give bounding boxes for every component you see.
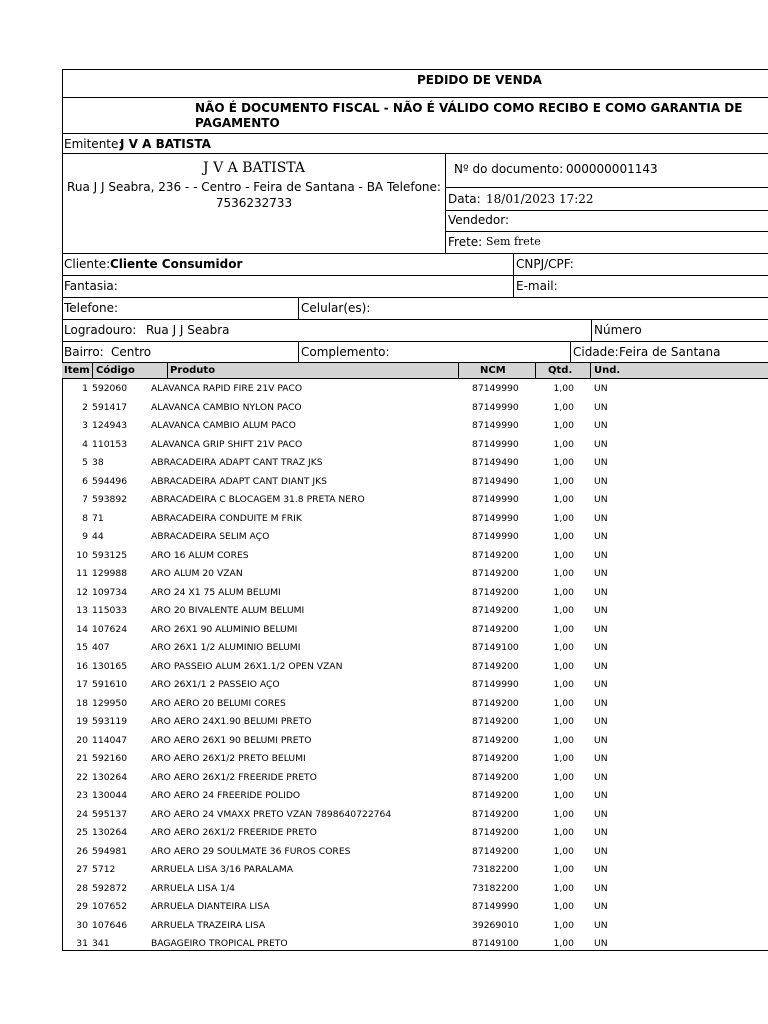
table-row	[62, 675, 768, 694]
row-ncm: 87149200	[472, 827, 519, 838]
header-ncm: NCM	[480, 365, 506, 376]
freight-label: Frete:	[448, 235, 483, 249]
row-code: 130165	[92, 660, 128, 672]
document-number-value: 000000001143	[566, 162, 658, 176]
row-und: UN	[594, 623, 608, 635]
row-qtd: 1,00	[553, 734, 574, 746]
row-qtd: 1,00	[553, 919, 574, 931]
row-product: ARO 24 X1 75 ALUM BELUMI	[151, 586, 281, 598]
row-ncm: 87149200	[472, 549, 519, 561]
row-code: 592060	[92, 383, 128, 394]
row-qtd: 1,00	[553, 512, 574, 524]
row-ncm: 87149200	[472, 808, 519, 820]
row-code: 341	[92, 938, 110, 949]
header-und: Und.	[594, 365, 621, 376]
row-code: 129950	[92, 697, 128, 709]
row-und: UN	[594, 438, 608, 450]
row-ncm: 73182200	[472, 882, 519, 894]
row-code: 593125	[92, 549, 128, 561]
divider	[62, 297, 768, 298]
row-qtd: 1,00	[553, 568, 574, 579]
client-value: Cliente Consumidor	[110, 257, 243, 271]
row-ncm: 87149200	[472, 734, 519, 746]
row-ncm: 87149200	[472, 660, 519, 672]
row-code: 130044	[92, 790, 128, 801]
row-ncm: 87149490	[472, 475, 519, 487]
row-product: ARO 20 BIVALENTE ALUM BELUMI	[151, 605, 305, 616]
row-qtd: 1,00	[553, 790, 574, 801]
client-label: Cliente:	[64, 257, 111, 271]
row-ncm: 87149200	[472, 771, 519, 783]
row-product: ARO 26X1 1/2 ALUMINIO BELUMI	[151, 642, 301, 653]
table-row	[62, 546, 768, 565]
row-item: 12	[76, 586, 88, 598]
divider	[167, 362, 168, 379]
row-qtd: 1,00	[553, 771, 574, 783]
table-row	[62, 379, 768, 398]
row-qtd: 1,00	[553, 531, 574, 542]
row-und: UN	[594, 549, 608, 561]
row-item: 17	[76, 679, 88, 690]
divider	[62, 153, 768, 154]
table-row	[62, 860, 768, 879]
row-ncm: 87149990	[472, 679, 519, 690]
row-und: UN	[594, 697, 608, 709]
table-row	[62, 897, 768, 916]
row-und: UN	[594, 494, 608, 505]
row-code: 114047	[92, 734, 128, 746]
row-ncm: 87149990	[472, 383, 519, 394]
divider	[62, 97, 768, 98]
city-value: Feira de Santana	[619, 345, 721, 359]
row-qtd: 1,00	[553, 605, 574, 616]
table-row	[62, 842, 768, 861]
table-row	[62, 398, 768, 417]
row-qtd: 1,00	[553, 938, 574, 949]
row-item: 4	[82, 438, 88, 450]
row-code: 592160	[92, 753, 128, 764]
row-und: UN	[594, 512, 608, 524]
row-und: UN	[594, 790, 608, 801]
top-border	[62, 69, 768, 70]
row-und: UN	[594, 605, 608, 616]
row-qtd: 1,00	[553, 438, 574, 450]
table-row	[62, 527, 768, 546]
row-product: ARO AERO 26X1 90 BELUMI PRETO	[151, 734, 312, 746]
row-code: 107652	[92, 901, 128, 912]
table-row	[62, 879, 768, 898]
row-product: ARRUELA TRAZEIRA LISA	[151, 919, 266, 931]
date-value: 18/01/2023 17:22	[486, 192, 594, 206]
row-item: 3	[82, 420, 88, 431]
row-code: 38	[92, 457, 104, 468]
row-ncm: 87149200	[472, 586, 519, 598]
table-row	[62, 786, 768, 805]
row-product: ARO AERO 20 BELUMI CORES	[151, 697, 286, 709]
divider	[590, 362, 591, 379]
table-row	[62, 694, 768, 713]
row-product: ABRACADEIRA SELIM AÇO	[151, 531, 270, 542]
row-code: 594981	[92, 845, 128, 857]
row-qtd: 1,00	[553, 457, 574, 468]
row-item: 23	[76, 790, 88, 801]
row-qtd: 1,00	[553, 845, 574, 857]
row-und: UN	[594, 642, 608, 653]
row-product: BAGAGEIRO TROPICAL PRETO	[151, 938, 288, 949]
row-code: 115033	[92, 605, 128, 616]
row-code: 71	[92, 512, 104, 524]
row-item: 19	[76, 716, 88, 727]
row-product: ARRUELA LISA 1/4	[151, 882, 235, 894]
mobile-label: Celular(es):	[301, 301, 371, 315]
divider	[62, 275, 768, 276]
row-und: UN	[594, 771, 608, 783]
row-und: UN	[594, 845, 608, 857]
row-ncm: 87149200	[472, 568, 519, 579]
table-row	[62, 509, 768, 528]
row-product: ABRACADEIRA CONDUITE M FRIK	[151, 512, 302, 524]
seller-label: Vendedor:	[448, 213, 509, 227]
row-ncm: 87149200	[472, 623, 519, 635]
street-value: Rua J J Seabra	[146, 323, 230, 337]
row-und: UN	[594, 901, 608, 912]
table-row	[62, 805, 768, 824]
row-code: 130264	[92, 827, 128, 838]
bottom-border	[62, 950, 768, 951]
row-product: ALAVANCA CAMBIO ALUM PACO	[151, 420, 296, 431]
row-ncm: 87149990	[472, 494, 519, 505]
divider	[298, 341, 299, 362]
row-qtd: 1,00	[553, 475, 574, 487]
freight-value: Sem frete	[486, 235, 541, 248]
header-qtd: Qtd.	[548, 365, 573, 376]
row-item: 11	[76, 568, 88, 579]
row-code: 107646	[92, 919, 128, 931]
row-product: ALAVANCA GRIP SHIFT 21V PACO	[151, 438, 303, 450]
row-qtd: 1,00	[553, 882, 574, 894]
divider	[445, 153, 446, 253]
row-product: ARO AERO 24 VMAXX PRETO VZAN 7898640722764	[151, 808, 392, 820]
emitente-label: Emitente:	[64, 137, 123, 151]
row-ncm: 73182200	[472, 864, 519, 875]
header-item: Item	[64, 365, 90, 376]
row-item: 28	[76, 882, 88, 894]
row-code: 5712	[92, 864, 116, 875]
table-row	[62, 712, 768, 731]
row-ncm: 87149990	[472, 401, 519, 413]
complement-label: Complemento:	[301, 345, 390, 359]
row-item: 2	[82, 401, 88, 413]
row-item: 29	[76, 901, 88, 912]
row-code: 593119	[92, 716, 128, 727]
row-ncm: 87149100	[472, 938, 519, 949]
cnpj-label: CNPJ/CPF:	[516, 257, 574, 271]
street-number-label: Número	[594, 323, 642, 337]
district-value: Centro	[111, 345, 152, 359]
row-product: ARO PASSEIO ALUM 26X1.1/2 OPEN VZAN	[151, 660, 343, 672]
row-ncm: 87149200	[472, 753, 519, 764]
row-product: ABRACADEIRA ADAPT CANT TRAZ JKS	[151, 457, 323, 468]
divider	[445, 187, 768, 188]
row-code: 44	[92, 531, 104, 542]
row-und: UN	[594, 827, 608, 838]
row-qtd: 1,00	[553, 679, 574, 690]
company-name: J V A BATISTA	[203, 160, 305, 176]
divider	[535, 362, 536, 379]
row-item: 16	[76, 660, 88, 672]
row-qtd: 1,00	[553, 623, 574, 635]
row-ncm: 39269010	[472, 919, 519, 931]
row-code: 110153	[92, 438, 128, 450]
row-und: UN	[594, 660, 608, 672]
header-product: Produto	[170, 365, 216, 376]
sales-order-document	[62, 69, 768, 951]
row-qtd: 1,00	[553, 808, 574, 820]
row-product: ARO AERO 26X1/2 FREERIDE PRETO	[151, 771, 317, 783]
table-row	[62, 823, 768, 842]
row-und: UN	[594, 568, 608, 579]
row-und: UN	[594, 716, 608, 727]
row-product: ARO ALUM 20 VZAN	[151, 568, 243, 579]
row-qtd: 1,00	[553, 586, 574, 598]
row-product: ARO AERO 26X1/2 PRETO BELUMI	[151, 753, 306, 764]
row-code: 407	[92, 642, 110, 653]
row-qtd: 1,00	[553, 753, 574, 764]
row-code: 592872	[92, 882, 128, 894]
row-item: 27	[76, 864, 88, 875]
fiscal-notice-line1: NÃO É DOCUMENTO FISCAL - NÃO É VÁLIDO COMO RECIBO E COMO GARANTIA DE	[195, 101, 743, 115]
phone-label: Telefone:	[64, 301, 118, 315]
table-row	[62, 601, 768, 620]
row-product: ARO AERO 24X1.90 BELUMI PRETO	[151, 716, 312, 727]
row-und: UN	[594, 420, 608, 431]
row-qtd: 1,00	[553, 642, 574, 653]
district-label: Bairro:	[64, 345, 104, 359]
row-qtd: 1,00	[553, 697, 574, 709]
table-row	[62, 490, 768, 509]
table-row	[62, 916, 768, 935]
row-qtd: 1,00	[553, 901, 574, 912]
email-label: E-mail:	[516, 279, 558, 293]
row-und: UN	[594, 457, 608, 468]
row-qtd: 1,00	[553, 864, 574, 875]
divider	[445, 231, 768, 232]
row-und: UN	[594, 401, 608, 413]
row-ncm: 87149100	[472, 642, 519, 653]
row-item: 1	[82, 383, 88, 394]
row-qtd: 1,00	[553, 383, 574, 394]
row-code: 595137	[92, 808, 128, 820]
table-row	[62, 638, 768, 657]
row-und: UN	[594, 882, 608, 894]
divider	[62, 253, 768, 254]
row-qtd: 1,00	[553, 494, 574, 505]
row-qtd: 1,00	[553, 549, 574, 561]
table-row	[62, 472, 768, 491]
row-item: 21	[76, 753, 88, 764]
row-und: UN	[594, 734, 608, 746]
row-ncm: 87149990	[472, 901, 519, 912]
row-product: ARO AERO 26X1/2 FREERIDE PRETO	[151, 827, 317, 838]
row-product: ABRACADEIRA ADAPT CANT DIANT JKS	[151, 475, 327, 487]
row-item: 14	[76, 623, 88, 635]
table-row	[62, 453, 768, 472]
row-ncm: 87149490	[472, 457, 519, 468]
divider	[62, 133, 768, 134]
row-item: 25	[76, 827, 88, 838]
divider	[458, 362, 459, 379]
row-item: 15	[76, 642, 88, 653]
table-row	[62, 564, 768, 583]
table-row	[62, 583, 768, 602]
row-item: 9	[82, 531, 88, 542]
row-product: ARO 26X1/1 2 PASSEIO AÇO	[151, 679, 280, 690]
row-product: ARO AERO 24 FREERIDE POLIDO	[151, 790, 301, 801]
row-product: ARO 26X1 90 ALUMINIO BELUMI	[151, 623, 298, 635]
table-row	[62, 934, 768, 951]
row-item: 31	[76, 938, 88, 949]
row-und: UN	[594, 808, 608, 820]
document-title: PEDIDO DE VENDA	[417, 73, 542, 87]
row-item: 6	[82, 475, 88, 487]
row-item: 5	[82, 457, 88, 468]
fantasia-label: Fantasia:	[64, 279, 118, 293]
table-row	[62, 749, 768, 768]
row-code: 591610	[92, 679, 128, 690]
row-qtd: 1,00	[553, 716, 574, 727]
table-row	[62, 416, 768, 435]
row-code: 129988	[92, 568, 128, 579]
emitente-value: J V A BATISTA	[120, 137, 211, 151]
row-product: ALAVANCA RAPID FIRE 21V PACO	[151, 383, 303, 394]
row-product: ARRUELA LISA 3/16 PARALAMA	[151, 864, 294, 875]
row-ncm: 87149200	[472, 697, 519, 709]
row-product: ALAVANCA CAMBIO NYLON PACO	[151, 401, 302, 413]
divider	[62, 319, 768, 320]
row-qtd: 1,00	[553, 420, 574, 431]
date-label: Data:	[448, 192, 481, 206]
table-row	[62, 731, 768, 750]
row-code: 107624	[92, 623, 128, 635]
header-code: Código	[96, 365, 135, 376]
row-und: UN	[594, 864, 608, 875]
row-item: 8	[82, 512, 88, 524]
row-qtd: 1,00	[553, 401, 574, 413]
row-und: UN	[594, 679, 608, 690]
row-item: 7	[82, 494, 88, 505]
divider	[92, 362, 93, 379]
row-code: 591417	[92, 401, 128, 413]
row-item: 24	[76, 808, 88, 820]
row-ncm: 87149990	[472, 512, 519, 524]
row-und: UN	[594, 475, 608, 487]
company-phone: 7536232733	[215, 196, 293, 210]
table-row	[62, 768, 768, 787]
row-product: ARRUELA DIANTEIRA LISA	[151, 901, 270, 912]
divider	[298, 297, 299, 319]
divider	[445, 210, 768, 211]
row-ncm: 87149200	[472, 716, 519, 727]
document-number-label: Nº do documento:	[454, 162, 564, 176]
row-item: 30	[76, 919, 88, 931]
row-code: 124943	[92, 420, 128, 431]
row-code: 109734	[92, 586, 128, 598]
divider	[591, 319, 592, 341]
row-qtd: 1,00	[553, 827, 574, 838]
row-ncm: 87149990	[472, 531, 519, 542]
row-und: UN	[594, 383, 608, 394]
row-code: 130264	[92, 771, 128, 783]
row-product: ARO 16 ALUM CORES	[151, 549, 249, 561]
row-und: UN	[594, 531, 608, 542]
row-qtd: 1,00	[553, 660, 574, 672]
row-ncm: 87149990	[472, 438, 519, 450]
row-item: 18	[76, 697, 88, 709]
row-und: UN	[594, 919, 608, 931]
street-label: Logradouro:	[64, 323, 137, 337]
row-ncm: 87149200	[472, 605, 519, 616]
row-item: 26	[76, 845, 88, 857]
city-label: Cidade:	[573, 345, 619, 359]
row-code: 594496	[92, 475, 128, 487]
fiscal-notice-line2: PAGAMENTO	[195, 116, 280, 130]
divider	[62, 341, 768, 342]
row-product: ARO AERO 29 SOULMATE 36 FUROS CORES	[151, 845, 351, 857]
row-und: UN	[594, 753, 608, 764]
row-ncm: 87149200	[472, 790, 519, 801]
row-und: UN	[594, 586, 608, 598]
table-row	[62, 435, 768, 454]
row-item: 13	[76, 605, 88, 616]
row-ncm: 87149990	[472, 420, 519, 431]
row-code: 593892	[92, 494, 128, 505]
row-item: 10	[76, 549, 88, 561]
divider	[570, 341, 571, 362]
table-row	[62, 620, 768, 639]
row-und: UN	[594, 938, 608, 949]
company-address: Rua J J Seabra, 236 - - Centro - Feira de Santana - BA Telefone:	[67, 180, 441, 194]
row-item: 22	[76, 771, 88, 783]
table-row	[62, 657, 768, 676]
row-ncm: 87149200	[472, 845, 519, 857]
row-product: ABRACADEIRA C BLOCAGEM 31.8 PRETA NERO	[151, 494, 365, 505]
row-item: 20	[76, 734, 88, 746]
